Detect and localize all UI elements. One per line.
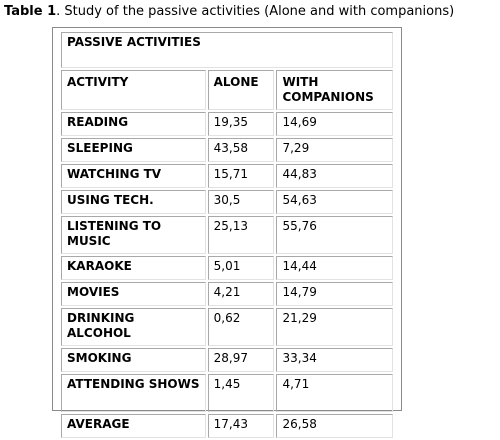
cell-with: 7,29 (276, 138, 393, 162)
table-row (61, 112, 393, 136)
table-header-row (61, 70, 393, 110)
cell-alone: 0,62 (208, 308, 275, 346)
table-row (61, 138, 393, 162)
header-with-companions: WITH COMPANIONS (276, 70, 393, 110)
cell-activity: DRINKING ALCOHOL (61, 308, 206, 346)
cell-alone: 15,71 (208, 164, 275, 188)
table-row (61, 216, 393, 254)
cell-activity: KARAOKE (61, 256, 206, 280)
table-title-row (61, 32, 393, 68)
table-row (61, 282, 393, 306)
table-row (61, 256, 393, 280)
cell-with: 21,29 (276, 308, 393, 346)
cell-activity: SMOKING (61, 348, 206, 372)
cell-alone: 1,45 (208, 374, 275, 412)
cell-with: 4,71 (276, 374, 393, 412)
cell-activity: ATTENDING SHOWS (61, 374, 206, 412)
cell-alone: 25,13 (208, 216, 275, 254)
table-row (61, 190, 393, 214)
table-row (61, 374, 393, 412)
cell-activity: USING TECH. (61, 190, 206, 214)
table-row (61, 348, 393, 372)
cell-with: 14,69 (276, 112, 393, 136)
cell-activity: MOVIES (61, 282, 206, 306)
caption-label: Table 1 (4, 4, 57, 19)
cell-with: 14,79 (276, 282, 393, 306)
cell-with: 14,44 (276, 256, 393, 280)
header-alone: ALONE (208, 70, 275, 110)
header-activity: ACTIVITY (61, 70, 206, 110)
cell-alone: 28,97 (208, 348, 275, 372)
table-frame (52, 27, 402, 431)
cell-alone: 30,5 (208, 190, 275, 214)
table-title: PASSIVE ACTIVITIES (61, 32, 393, 68)
cell-activity: SLEEPING (61, 138, 206, 162)
table-row-average (61, 414, 393, 438)
cell-with: 44,83 (276, 164, 393, 188)
cell-with: 54,63 (276, 190, 393, 214)
passive-activities-table (59, 30, 395, 440)
cell-activity: AVERAGE (61, 414, 206, 438)
cell-alone: 19,35 (208, 112, 275, 136)
cell-alone: 17,43 (208, 414, 275, 438)
cell-alone: 5,01 (208, 256, 275, 280)
cell-alone: 43,58 (208, 138, 275, 162)
table-row (61, 164, 393, 188)
cell-alone: 4,21 (208, 282, 275, 306)
table-caption (4, 4, 454, 19)
cell-activity: READING (61, 112, 206, 136)
cell-activity: WATCHING TV (61, 164, 206, 188)
cell-with: 33,34 (276, 348, 393, 372)
cell-with: 26,58 (276, 414, 393, 438)
caption-text: . Study of the passive activities (Alone and with companions) (56, 4, 455, 19)
cell-with: 55,76 (276, 216, 393, 254)
cell-activity: LISTENING TO MUSIC (61, 216, 206, 254)
table-row (61, 308, 393, 346)
